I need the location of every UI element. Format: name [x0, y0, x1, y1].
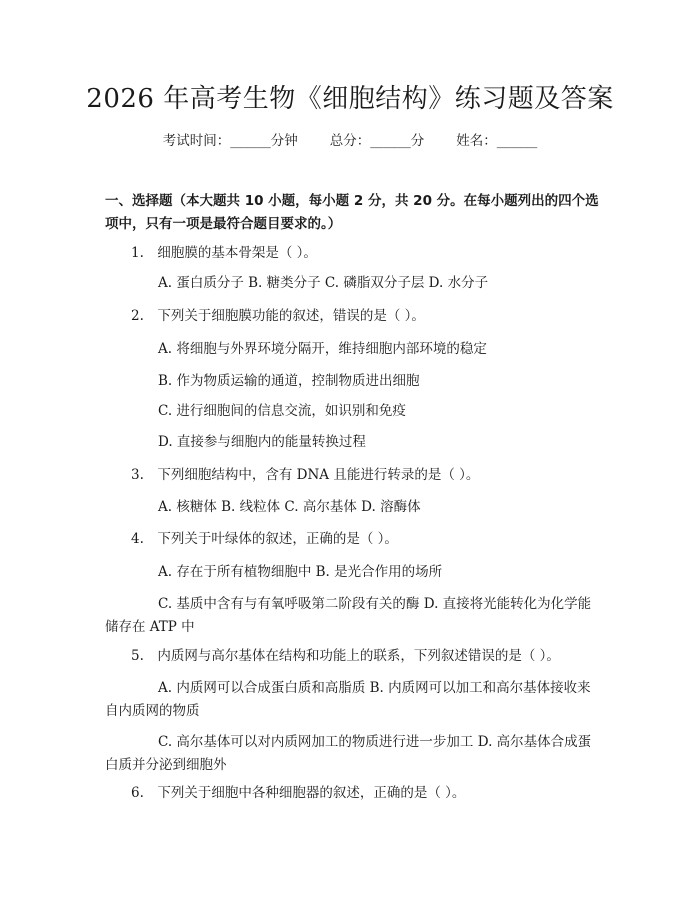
question-2-option-a: A. 将细胞与外界环境分隔开，维持细胞内部环境的稳定: [158, 341, 487, 357]
exam-info: [0, 131, 700, 151]
question-5-options-ab: A. 内质网可以合成蛋白质和高脂质 B. 内质网可以加工和高尔基体接收来自内质网的物质: [105, 680, 591, 719]
question-2: 2. 下列关于细胞膜功能的叙述，错误的是（ ）。: [131, 308, 425, 324]
question-2-option-d: D. 直接参与细胞内的能量转换过程: [158, 434, 366, 450]
question-4-options-ab: A. 存在于所有植物细胞中 B. 是光合作用的场所: [158, 564, 443, 580]
question-3-options: A. 核糖体 B. 线粒体 C. 高尔基体 D. 溶酶体: [158, 499, 421, 515]
page-title: 2026 年高考生物《细胞结构》练习题及答案: [86, 84, 614, 114]
question-3: 3. 下列细胞结构中，含有 DNA 且能进行转录的是（ ）。: [131, 467, 480, 483]
question-4: 4. 下列关于叶绿体的叙述，正确的是（ ）。: [131, 531, 398, 547]
question-2-option-b: B. 作为物质运输的通道，控制物质进出细胞: [158, 373, 420, 389]
question-5: 5. 内质网与高尔基体在结构和功能上的联系，下列叙述错误的是（ ）。: [131, 648, 560, 664]
question-6: 6. 下列关于细胞中各种细胞器的叙述，正确的是（ ）。: [131, 785, 466, 801]
question-4-options-cd: C. 基质中含有与有氧呼吸第二阶段有关的酶 D. 直接将光能转化为化学能储存在 ATP 中: [105, 596, 592, 635]
exam-score: 总分：______分: [329, 133, 425, 149]
exam-time: 考试时间：______分钟: [162, 133, 298, 149]
question-2-option-c: C. 进行细胞间的信息交流，如识别和免疫: [158, 403, 406, 419]
question-5-options-cd: C. 高尔基体可以对内质网加工的物质进行进一步加工 D. 高尔基体合成蛋白质并分泌到细胞外: [105, 734, 592, 773]
student-name: 姓名：______: [456, 133, 538, 149]
question-1-options: A. 蛋白质分子 B. 糖类分子 C. 磷脂双分子层 D. 水分子: [158, 275, 489, 291]
section-heading: 一、选择题（本大题共 10 小题，每小题 2 分，共 20 分。在每小题列出的四个选项中，只有一项是最符合题目要求的。）: [105, 193, 599, 232]
question-1: 1. 细胞膜的基本骨架是（ ）。: [131, 245, 317, 261]
